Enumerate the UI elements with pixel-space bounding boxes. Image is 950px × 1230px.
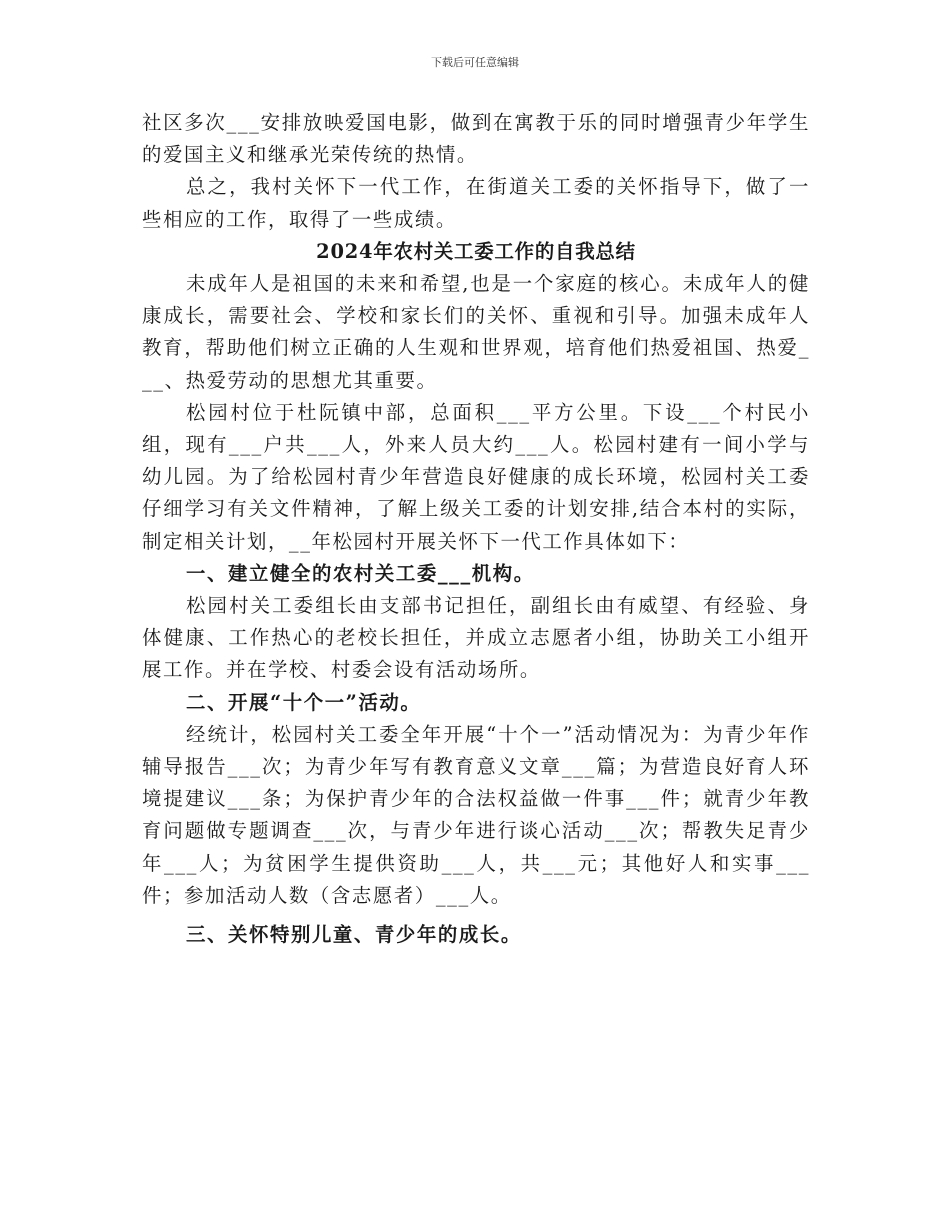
document-body	[142, 107, 810, 951]
section-heading-3: 三、关怀特别儿童、青少年的成长。	[186, 923, 522, 947]
section-heading-1: 一、建立健全的农村关工委___机构。	[186, 561, 535, 585]
section-heading-2: 二、开展“十个一”活动。	[186, 690, 422, 714]
paragraph-1: 社区多次___安排放映爱国电影，做到在寓教于乐的同时增强青少年学生的爱国主义和继承光荣传统的热情。	[142, 111, 810, 167]
page-header: 下载后可任意编辑	[431, 56, 519, 69]
paragraph-6: 经统计，松园村关工委全年开展“十个一”活动情况为：为青少年作辅导报告___次；为青少年写有教育意义文章___篇；为营造良好育人环境提建议___条；为保护青少年的合法权益做一件事___件；就青少年教育问题做专题调查___次，与青少年进行谈心活动___次；帮教失足青少年___人；为贫困学生提供资助___人，共___元；其他好人和实事___件；参加活动人数（含志愿者）___人。	[142, 722, 810, 907]
paragraph-3: 未成年人是祖国的未来和希望,也是一个家庭的核心。未成年人的健康成长，需要社会、学校和家长们的关怀、重视和引导。加强未成年人教育，帮助他们树立正确的人生观和世界观，培育他们热爱祖国、热爱___、热爱劳动的思想尤其重要。	[142, 272, 810, 392]
paragraph-5: 松园村关工委组长由支部书记担任，副组长由有威望、有经验、身体健康、工作热心的老校长担任，并成立志愿者小组，协助关工小组开展工作。并在学校、村委会设有活动场所。	[142, 594, 810, 682]
document-title: 2024年农村关工委工作的自我总结	[316, 239, 636, 263]
paragraph-4: 松园村位于杜阮镇中部，总面积___平方公里。下设___个村民小组，现有___户共___人，外来人员大约___人。松园村建有一间小学与幼儿园。为了给松园村青少年营造良好健康的成长环境，松园村关工委仔细学习有关文件精神，了解上级关工委的计划安排,结合本村的实际，制定相关计划，__年松园村开展关怀下一代工作具体如下：	[142, 400, 810, 553]
paragraph-2: 总之，我村关怀下一代工作，在街道关工委的关怀指导下，做了一些相应的工作，取得了一些成绩。	[142, 175, 810, 231]
